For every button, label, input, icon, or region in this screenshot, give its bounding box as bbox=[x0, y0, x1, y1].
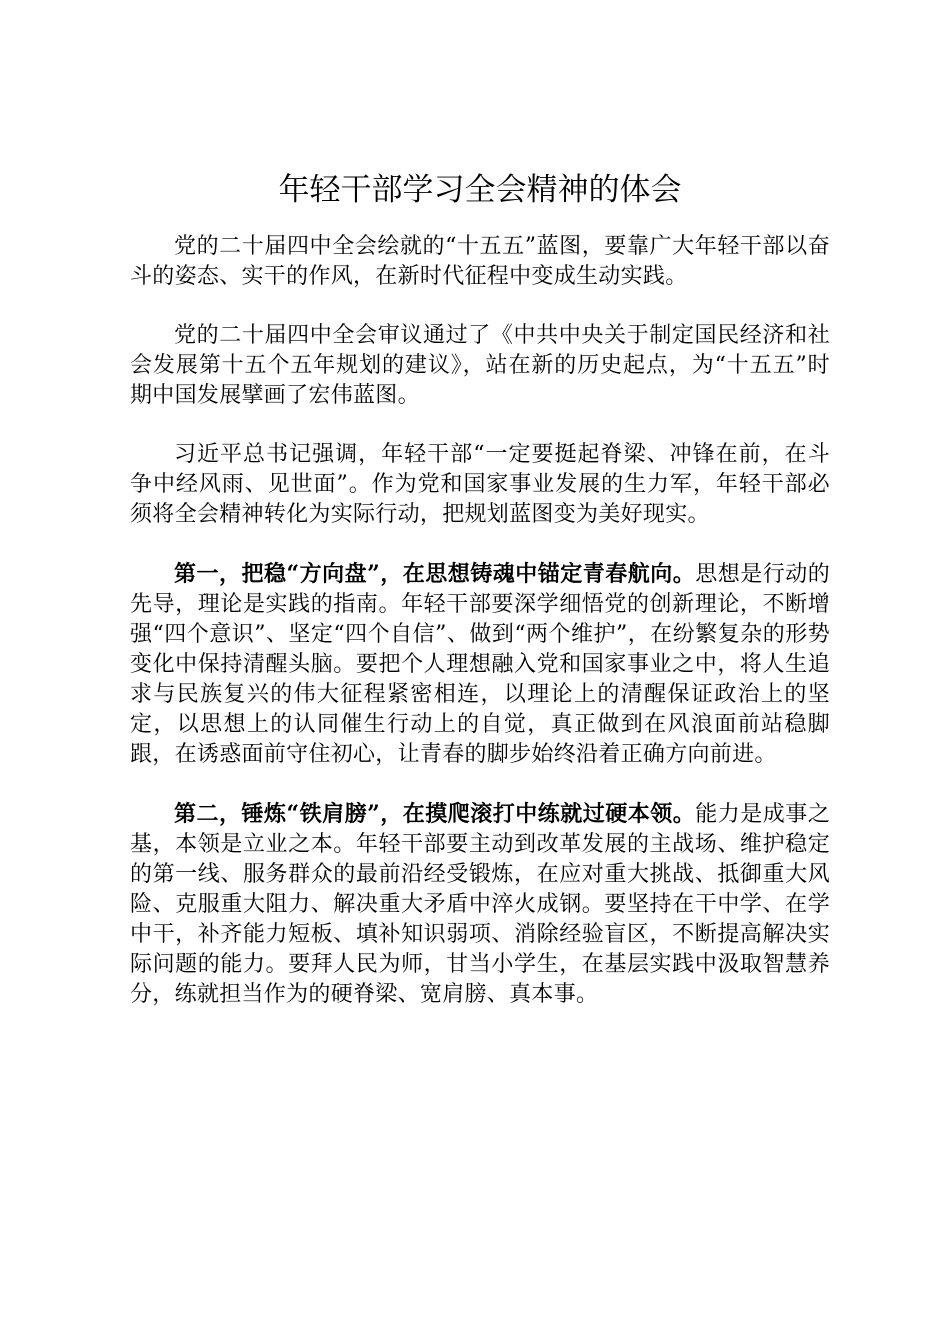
paragraph-3-text: 习近平总书记强调，年轻干部“一定要挺起脊梁、冲锋在前，在斗争中经风雨、见世面”。作为党和国家事业发展的生力军，年轻干部必须将全会精神转化为实际行动，把规划蓝图变为美好现实。 bbox=[130, 442, 830, 527]
paragraph-5-lead: 第二，锤炼“铁肩膀”，在摸爬滚打中练就过硬本领。 bbox=[174, 801, 696, 827]
paragraph-4-text: 思想是行动的先导，理论是实践的指南。年轻干部要深学细悟党的创新理论，不断增强“四个意识”、坚定“四个自信”、做到“两个维护”，在纷繁复杂的形势变化中保持清醒头脑。要把个人理想融入党和国家事业之中，将人生追求与民族复兴的伟大征程紧密相连，以理论上的清醒保证政治上的坚定，以思想上的认同催生行动上的自觉，真正做到在风浪面前站稳脚跟，在诱惑面前守住初心，让青春的脚步始终沿着正确方向前进。 bbox=[130, 562, 830, 767]
paragraph-5-text: 能力是成事之基，本领是立业之本。年轻干部要主动到改革发展的主战场、维护稳定的第一线、服务群众的最前沿经受锻炼，在应对重大挑战、抵御重大风险、克服重大阻力、解决重大矛盾中淬火成钢。要坚持在干中学、在学中干，补齐能力短板、填补知识弱项、消除经验盲区，不断提高解决实际问题的能力。要拜人民为师，甘当小学生，在基层实践中汲取智慧养分，练就担当作为的硬脊梁、宽肩膀、真本事。 bbox=[130, 802, 830, 1007]
paragraph-4-lead: 第一，把稳“方向盘”，在思想铸魂中锚定青春航向。 bbox=[174, 561, 696, 587]
paragraph-5 bbox=[130, 799, 830, 1010]
paragraph-3 bbox=[130, 440, 830, 530]
document-title: 年轻干部学习全会精神的体会 bbox=[278, 172, 682, 208]
document-page bbox=[130, 168, 830, 1039]
paragraph-1 bbox=[130, 232, 830, 292]
paragraph-2 bbox=[130, 321, 830, 411]
paragraph-2-text: 党的二十届四中全会审议通过了《中共中央关于制定国民经济和社会发展第十五个五年规划的建议》，站在新的历史起点，为“十五五”时期中国发展擘画了宏伟蓝图。 bbox=[130, 323, 830, 408]
paragraph-1-text: 党的二十届四中全会绘就的“十五五”蓝图，要靠广大年轻干部以奋斗的姿态、实干的作风，在新时代征程中变成生动实践。 bbox=[130, 234, 830, 289]
paragraph-4 bbox=[130, 559, 830, 770]
